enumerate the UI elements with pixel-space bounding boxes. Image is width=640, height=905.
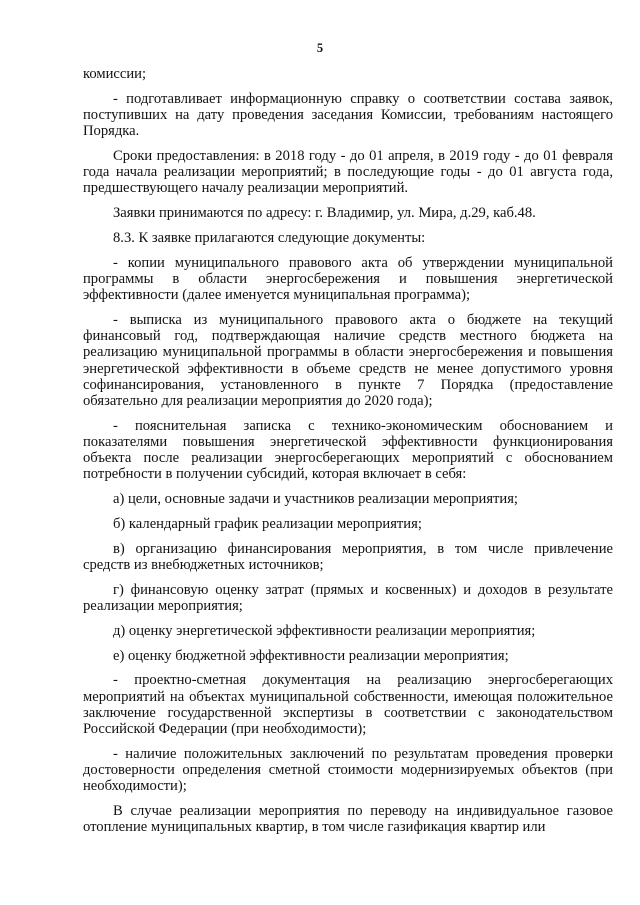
paragraph-budget-extract: - выписка из муниципального правового акта о бюджете на текущий финансовый год, подтверждающая наличие средств местного бюджета на реализацию муниципальной программы в области энергосбережения и повышения энергетической эффективности в объеме средств не менее допустимого уровня софинансирования, установленного в пункте 7 Порядка (предоставление обязательно для реализации мероприятия до 2020 года); [83, 312, 613, 410]
document-body [83, 66, 613, 844]
list-item-b: б) календарный график реализации мероприятия; [113, 516, 422, 533]
paragraph-deadlines: Сроки предоставления: в 2018 году - до 01 апреля, в 2019 году - до 01 февраля года начала реализации мероприятий; в последующие годы - до 01 августа года, предшествующего началу реализации мероприятий. [83, 148, 613, 197]
paragraph-gas-heating: В случае реализации мероприятия по переводу на индивидуальное газовое отопление муниципальных квартир, в том числе газификация квартир или [83, 803, 613, 836]
page-number: 5 [316, 41, 324, 55]
paragraph-info-note: - подготавливает информационную справку о соответствии состава заявок, поступивших на дату проведения заседания Комиссии, требованиям настоящего Порядка. [83, 90, 613, 140]
paragraph-program-act: - копии муниципального правового акта об утверждении муниципальной программы в области энергосбережения и повышения энергетической эффективности (далее именуется муниципальная программа); [83, 254, 613, 304]
list-item-v: в) организацию финансирования мероприятия, в том числе привлечение средств из внебюджетных источников; [83, 540, 613, 574]
list-item-d: д) оценку энергетической эффективности реализации мероприятия; [113, 622, 536, 639]
list-item-e: е) оценку бюджетной эффективности реализации мероприятия; [113, 647, 509, 664]
paragraph-commission: комиссии; [83, 66, 147, 82]
paragraph-address: Заявки принимаются по адресу: г. Владимир, ул. Мира, д.29, каб.48. [113, 205, 536, 222]
paragraph-explanatory-note: - пояснительная записка с технико-экономическим обоснованием и показателями повышения энергетической эффективности функционирования объекта после реализации энергосберегающих мероприятий с обоснованием потребности в получении субсидий, которая включает в себя: [83, 417, 613, 483]
list-item-a: а) цели, основные задачи и участников реализации мероприятия; [113, 491, 518, 508]
list-item-g: г) финансовую оценку затрат (прямых и косвенных) и доходов в результате реализации мероприятия; [83, 581, 613, 615]
paragraph-estimate-verification: - наличие положительных заключений по результатам проведения проверки достоверности определения сметной стоимости модернизируемых объектов (при необходимости); [83, 745, 613, 795]
paragraph-section-8-3: 8.3. К заявке прилагаются следующие документы: [113, 230, 426, 246]
paragraph-design-docs: - проектно-сметная документация на реализацию энергосберегающих мероприятий на объектах муниципальной собственности, имеющая положительное заключение государственной экспертизы в соответствии с законодательством Российской Федерации (при необходимости); [83, 672, 613, 738]
